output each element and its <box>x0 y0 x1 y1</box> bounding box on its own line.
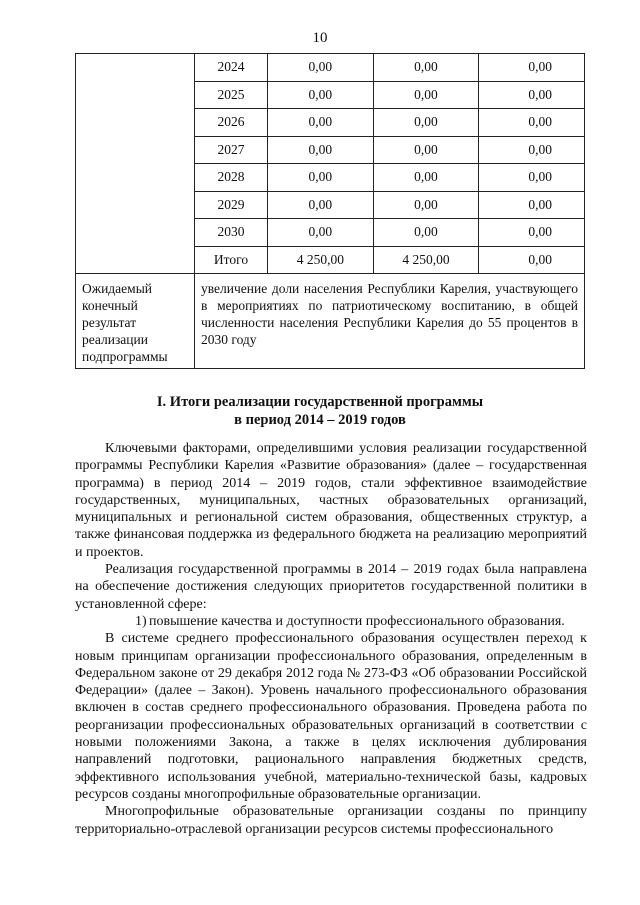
value-cell: 0,00 <box>373 81 479 109</box>
year-cell: 2030 <box>195 219 268 247</box>
value-cell: 0,00 <box>373 191 479 219</box>
value-cell: 0,00 <box>373 219 479 247</box>
value-cell: 4 250,00 <box>268 246 374 274</box>
total-label-cell: Итого <box>195 246 268 274</box>
value-cell: 0,00 <box>479 136 585 164</box>
financing-table <box>75 53 585 369</box>
paragraph: Многопрофильные образовательные организации созданы по принципу территориально-отраслевой организации ресурсов системы профессионального <box>75 804 587 837</box>
value-cell: 0,00 <box>479 54 585 82</box>
value-cell: 0,00 <box>479 191 585 219</box>
year-cell: 2026 <box>195 109 268 137</box>
section-heading-line1: I. Итоги реализации государственной программы <box>156 394 484 410</box>
year-cell: 2025 <box>195 81 268 109</box>
value-cell: 0,00 <box>479 164 585 192</box>
expected-result-label: Ожидаемый конечный результат реализации подпрограммы <box>76 274 195 369</box>
paragraph: Ключевыми факторами, определившими условия реализации государственной программы Республики Карелия «Развитие образования» (далее – государственная программа) в период 2014 – 2019 годов, стали эффективное взаимодействие государственных, муниципальных, частных образовательных организаций, муниципальных и региональной систем образования, общественных структур, а также финансовая поддержка из федерального бюджета на реализацию мероприятий и проектов. <box>75 441 587 560</box>
empty-label-cell <box>76 54 195 274</box>
year-cell: 2028 <box>195 164 268 192</box>
section-heading <box>0 393 640 429</box>
body-text <box>75 440 587 838</box>
value-cell: 0,00 <box>268 136 374 164</box>
page-number: 10 <box>312 30 328 46</box>
value-cell: 0,00 <box>268 81 374 109</box>
expected-result-text: увеличение доли населения Республики Карелия, участвующего в мероприятиях по патриотическому воспитанию, в общей численности населения Республики Карелия до 55 процентов в 2030 году <box>195 274 585 369</box>
value-cell: 0,00 <box>268 54 374 82</box>
value-cell: 0,00 <box>479 246 585 274</box>
list-text: повышение качества и доступности профессионального образования. <box>149 613 565 629</box>
value-cell: 0,00 <box>268 109 374 137</box>
section-heading-line2: в период 2014 – 2019 годов <box>234 412 406 428</box>
paragraph: Реализация государственной программы в 2014 – 2019 годах была направлена на обеспечение достижения следующих приоритетов государственной политики в установленной сфере: <box>75 562 587 612</box>
value-cell: 0,00 <box>479 219 585 247</box>
value-cell: 0,00 <box>268 191 374 219</box>
list-item <box>75 613 587 630</box>
expected-result-row <box>76 274 585 369</box>
value-cell: 0,00 <box>373 109 479 137</box>
value-cell: 0,00 <box>268 164 374 192</box>
value-cell: 0,00 <box>268 219 374 247</box>
value-cell: 0,00 <box>479 81 585 109</box>
table-row <box>76 54 585 82</box>
value-cell: 0,00 <box>479 109 585 137</box>
year-cell: 2024 <box>195 54 268 82</box>
list-number: 1) <box>135 613 147 629</box>
paragraph: В системе среднего профессионального образования осуществлен переход к новым принципам организации профессионального образования, определенным в Федеральном законе от 29 декабря 2012 года № 273-ФЗ «Об образовании Российской Федерации» (далее – Закон). Уровень начального профессионального образования включен в состав среднего профессионального образования. Проведена работа по реорганизации профессиональных образовательных организаций в соответствии с новыми положениями Закона, а также в целях исключения дублирования направлений подготовки, рационального направления бюджетных средств, эффективного использования учебной, материально-технической базы, кадровых ресурсов созданы многопрофильные образовательные организации. <box>75 631 587 802</box>
value-cell: 4 250,00 <box>373 246 479 274</box>
value-cell: 0,00 <box>373 164 479 192</box>
value-cell: 0,00 <box>373 54 479 82</box>
year-cell: 2029 <box>195 191 268 219</box>
value-cell: 0,00 <box>373 136 479 164</box>
year-cell: 2027 <box>195 136 268 164</box>
